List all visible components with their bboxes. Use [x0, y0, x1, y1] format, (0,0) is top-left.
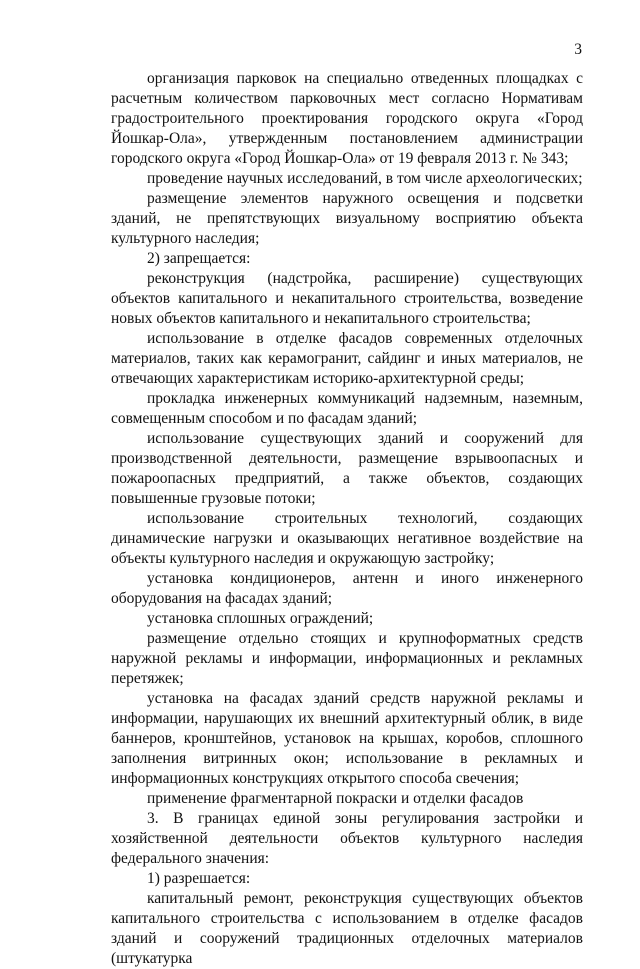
document-body: [111, 69, 583, 969]
paragraph: капитальный ремонт, реконструкция существующих объектов капитального строительства с использованием в отделке фасадов зданий и сооружений традиционных отделочных материалов (штукатурка: [111, 890, 583, 967]
paragraph: использование в отделке фасадов современных отделочных материалов, таких как керамогранит, сайдинг и иных материалов, не отвечающих характеристикам историко-архитектурной среды;: [111, 330, 583, 387]
paragraph: размещение элементов наружного освещения и подсветки зданий, не препятствующих визуальному восприятию объекта культурного наследия;: [111, 190, 583, 247]
paragraph: 1) разрешается:: [147, 870, 251, 887]
paragraph: размещение отдельно стоящих и крупноформатных средств наружной рекламы и информации, информационных и рекламных перетяжек;: [111, 630, 583, 687]
paragraph: реконструкция (надстройка, расширение) существующих объектов капитального и некапитального строительства, возведение новых объектов капитального и некапитального строительства;: [111, 270, 583, 327]
paragraph: 3. В границах единой зоны регулирования застройки и хозяйственной деятельности объектов культурного наследия федерального значения:: [111, 810, 583, 867]
paragraph: 2) запрещается:: [147, 250, 251, 267]
paragraph: использование существующих зданий и сооружений для производственной деятельности, размещение взрывоопасных и пожароопасных предприятий, а также объектов, создающих повышенные грузовые потоки;: [111, 430, 583, 507]
paragraph: установка сплошных ограждений;: [147, 610, 374, 627]
paragraph: прокладка инженерных коммуникаций надземным, наземным, совмещенным способом и по фасадам зданий;: [111, 390, 583, 427]
paragraph: установка на фасадах зданий средств наружной рекламы и информации, нарушающих их внешний архитектурный облик, в виде баннеров, кронштейнов, установок на крышах, коробов, сплошного заполнения витринных окон; использование в рекламных и информационных конструкциях открытого способа свечения;: [111, 690, 583, 787]
paragraph: проведение научных исследований, в том числе археологических;: [147, 170, 583, 187]
paragraph: установка кондиционеров, антенн и иного инженерного оборудования на фасадах зданий;: [111, 570, 583, 607]
paragraph: использование строительных технологий, создающих динамические нагрузки и оказывающих негативное воздействие на объекты культурного наследия и окружающую застройку;: [111, 510, 583, 567]
paragraph: организация парковок на специально отведенных площадках с расчетным количеством парковочных мест согласно Нормативам градостроительного проектирования городского округа «Город Йошкар-Ола», утвержденным постановлением администрации городского округа «Город Йошкар-Ола» от 19 февраля 2013 г. № 343;: [111, 70, 583, 167]
paragraph: применение фрагментарной покраски и отделки фасадов: [147, 790, 524, 807]
page-number: 3: [574, 41, 582, 58]
